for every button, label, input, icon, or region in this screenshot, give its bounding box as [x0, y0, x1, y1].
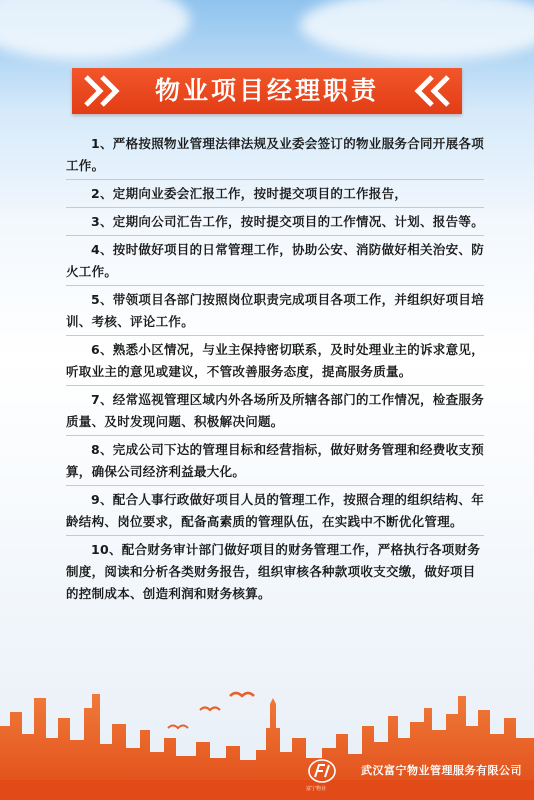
duty-item-8: 8、完成公司下达的管理目标和经营指标，做好财务管理和经费收支预算，确保公司经济利益最大化。 [66, 442, 484, 479]
duty-item-7: 7、经常巡视管理区域内外各场所及所辖各部门的工作情况，检查服务质量、及时发现问题、积极解决问题。 [66, 392, 484, 429]
city-skyline-illustration [0, 668, 534, 800]
duty-item-1: 1、严格按照物业管理法律法规及业委会签订的物业服务合同开展各项工作。 [66, 136, 484, 173]
duty-item-5: 5、带领项目各部门按照岗位职责完成项目各项工作，并组织好项目培训、考核、评论工作。 [66, 292, 484, 329]
divider [66, 535, 484, 536]
divider [66, 235, 484, 236]
duty-item-6: 6、熟悉小区情况，与业主保持密切联系，及时处理业主的诉求意见，听取业主的意见或建议，不管改善服务态度，提高服务质量。 [66, 342, 484, 379]
divider [66, 179, 484, 180]
divider [66, 485, 484, 486]
duty-item-2: 2、定期向业委会汇报工作，按时提交项目的工作报告， [91, 186, 408, 201]
divider [66, 285, 484, 286]
page-title: 物业项目经理职责 [154, 76, 379, 105]
logo-caption: 富宁物业 [306, 786, 327, 792]
cloud [300, 0, 534, 60]
duty-item-4: 4、按时做好项目的日常管理工作，协助公安、消防做好相关治安、防火工作。 [66, 242, 484, 279]
company-logo [308, 758, 336, 784]
divider [66, 435, 484, 436]
duty-item-10: 10、配合财务审计部门做好项目的财务管理工作，严格执行各项财务制度，阅读和分析各类财务报告，组织审核各种款项收支交缴，做好项目的控制成本、创造利润和财务核算。 [66, 542, 481, 601]
company-name: 武汉富宁物业管理服务有限公司 [361, 764, 522, 777]
title-banner [72, 68, 462, 114]
duty-item-9: 9、配合人事行政做好项目人员的管理工作，按照合理的组织结构、年龄结构、岗位要求，配备高素质的管理队伍，在实践中不断优化管理。 [66, 492, 484, 529]
chevron-left-icon [406, 74, 454, 108]
duty-item-3: 3、定期向公司汇告工作，按时提交项目的工作情况、计划、报告等。 [91, 214, 484, 229]
divider [66, 207, 484, 208]
divider [66, 385, 484, 386]
duty-list [66, 133, 484, 607]
divider [66, 335, 484, 336]
cloud [0, 0, 190, 60]
